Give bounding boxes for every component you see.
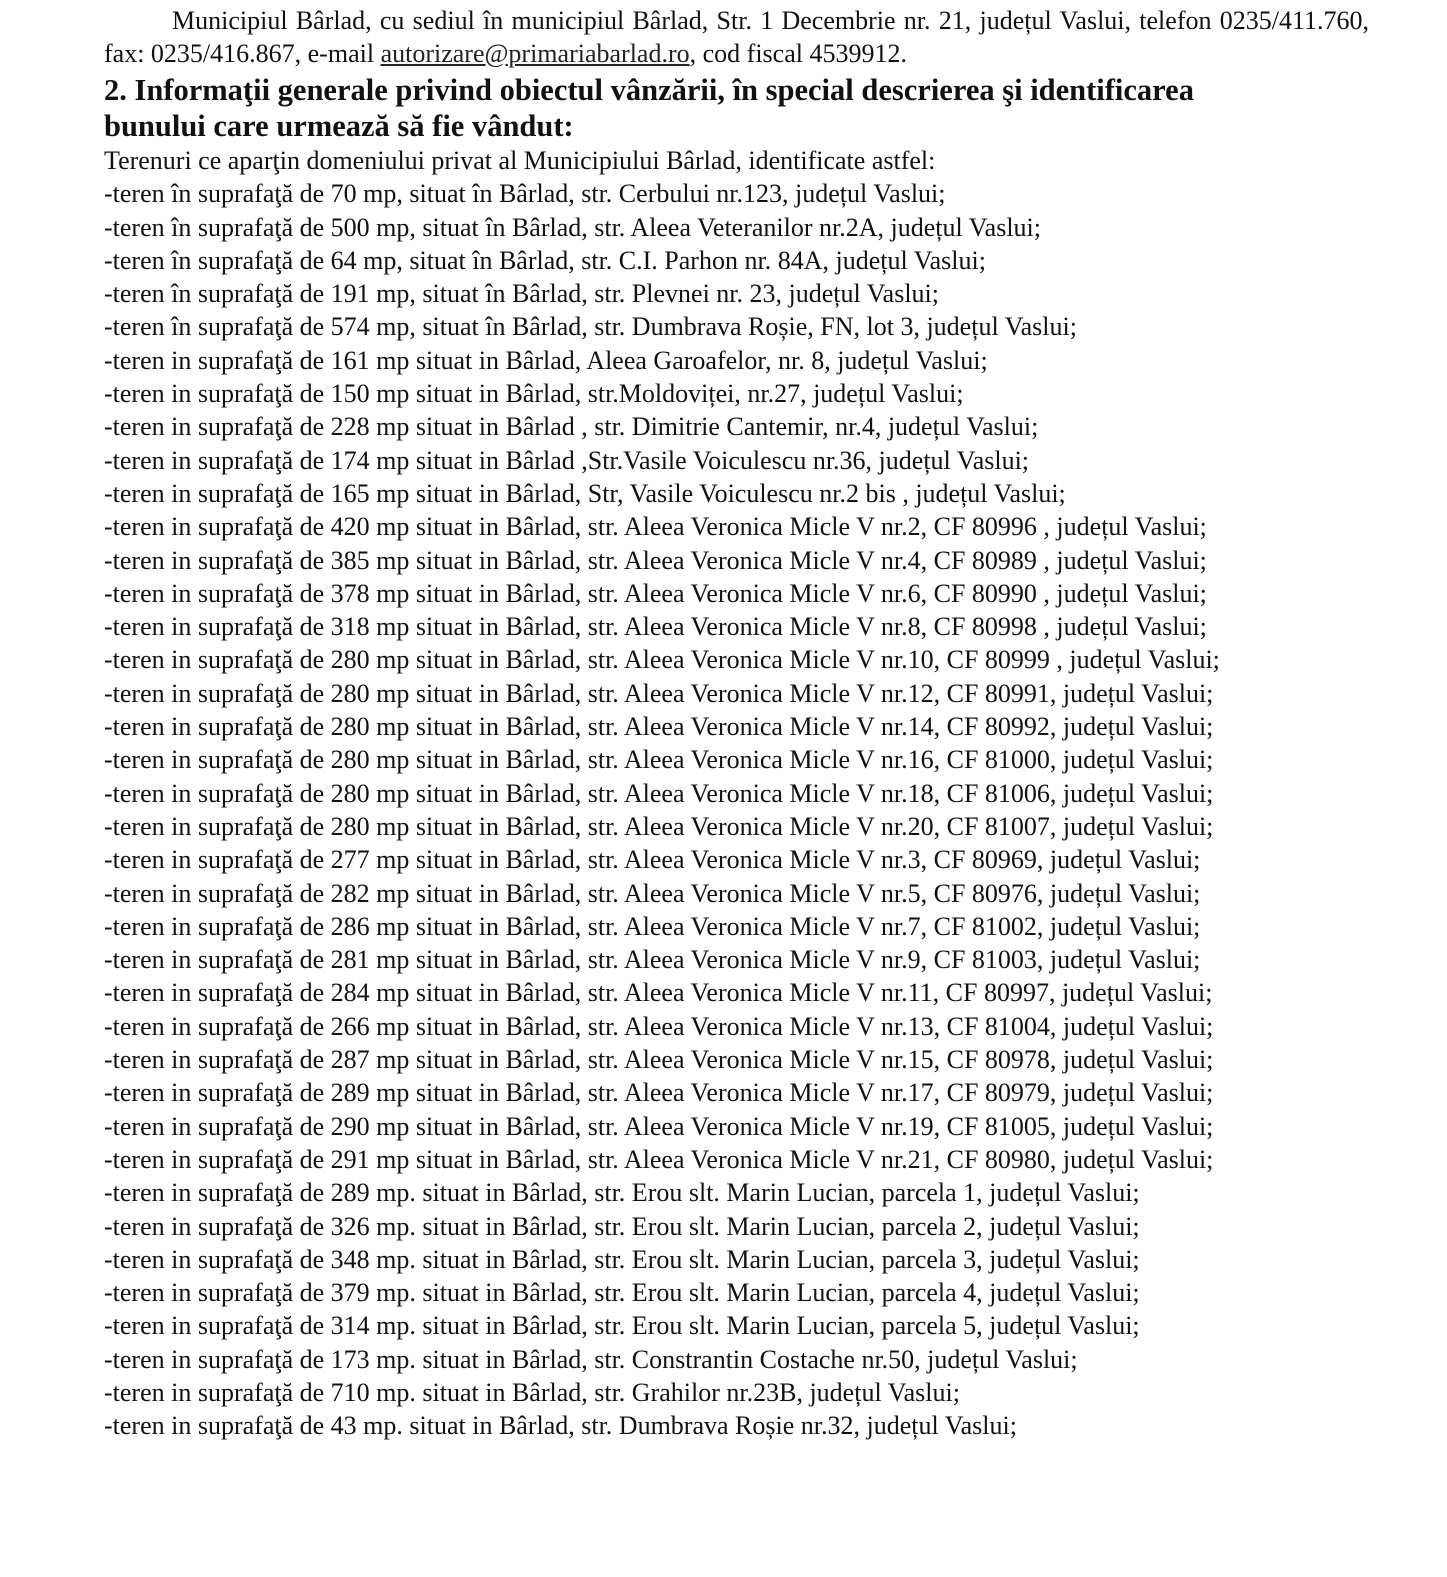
land-parcel-item: -teren in suprafaţă de 280 mp situat in Bârlad, str. Aleea Veronica Micle V nr.14, CF 80992, județul Vaslui; bbox=[104, 712, 1214, 742]
land-parcel-item: -teren in suprafaţă de 287 mp situat in Bârlad, str. Aleea Veronica Micle V nr.15, CF 80978, județul Vaslui; bbox=[104, 1045, 1214, 1075]
land-parcel-list bbox=[104, 177, 1369, 1442]
land-parcel-item: -teren in suprafaţă de 266 mp situat in Bârlad, str. Aleea Veronica Micle V nr.13, CF 81004, județul Vaslui; bbox=[104, 1011, 1214, 1041]
land-parcel-item: -teren in suprafaţă de 173 mp. situat in Bârlad, str. Constrantin Costache nr.50, județul Vaslui; bbox=[104, 1344, 1078, 1374]
land-parcel-item: -teren in suprafaţă de 710 mp. situat in Bârlad, str. Grahilor nr.23B, județul Vaslui; bbox=[104, 1377, 960, 1407]
intro-text-end: , cod fiscal 4539912. bbox=[689, 39, 907, 68]
land-parcel-item: -teren in suprafaţă de 291 mp situat in Bârlad, str. Aleea Veronica Micle V nr.21, CF 80980, județul Vaslui; bbox=[104, 1144, 1214, 1174]
land-parcel-item: -teren în suprafaţă de 70 mp, situat în Bârlad, str. Cerbului nr.123, județul Vaslui; bbox=[104, 179, 946, 209]
land-parcel-item: -teren in suprafaţă de 43 mp. situat in Bârlad, str. Dumbrava Roșie nr.32, județul Vaslui; bbox=[104, 1411, 1017, 1441]
section-lead: Terenuri ce aparţin domeniului privat al Municipiului Bârlad, identificate astfel: bbox=[104, 146, 936, 175]
land-parcel-item: -teren in suprafaţă de 174 mp situat in Bârlad ,Str.Vasile Voiculescu nr.36, județul Vaslui; bbox=[104, 445, 1030, 475]
land-parcel-item: -teren in suprafaţă de 286 mp situat in Bârlad, str. Aleea Veronica Micle V nr.7, CF 81002, județul Vaslui; bbox=[104, 911, 1201, 941]
document-page bbox=[104, 4, 1369, 1443]
land-parcel-item: -teren in suprafaţă de 281 mp situat in Bârlad, str. Aleea Veronica Micle V nr.9, CF 81003, județul Vaslui; bbox=[104, 945, 1201, 975]
land-parcel-item: -teren in suprafaţă de 165 mp situat in Bârlad, Str, Vasile Voiculescu nr.2 bis , județul Vaslui; bbox=[104, 478, 1066, 508]
intro-text-start: Municipiul Bârlad, cu sediul în municipiul Bârlad, Str. 1 Decembrie nr. 21, județul Vaslui, telefon 0235/411.760, fax: 0235/416.867, e-mail bbox=[104, 6, 1369, 68]
land-parcel-item: -teren in suprafaţă de 277 mp situat in Bârlad, str. Aleea Veronica Micle V nr.3, CF 80969, județul Vaslui; bbox=[104, 845, 1201, 875]
land-parcel-item: -teren in suprafaţă de 282 mp situat in Bârlad, str. Aleea Veronica Micle V nr.5, CF 80976, județul Vaslui; bbox=[104, 878, 1201, 908]
land-parcel-item: -teren in suprafaţă de 385 mp situat in Bârlad, str. Aleea Veronica Micle V nr.4, CF 80989 , județul Vaslui; bbox=[104, 545, 1207, 575]
land-parcel-item: -teren in suprafaţă de 161 mp situat in Bârlad, Aleea Garoafelor, nr. 8, județul Vaslui; bbox=[104, 345, 988, 375]
land-parcel-item: -teren in suprafaţă de 348 mp. situat in Bârlad, str. Erou slt. Marin Lucian, parcela 3, județul Vaslui; bbox=[104, 1244, 1140, 1274]
land-parcel-item: -teren in suprafaţă de 280 mp situat in Bârlad, str. Aleea Veronica Micle V nr.16, CF 81000, județul Vaslui; bbox=[104, 745, 1214, 775]
land-parcel-item: -teren in suprafaţă de 228 mp situat in Bârlad , str. Dimitrie Cantemir, nr.4, județul Vaslui; bbox=[104, 412, 1039, 442]
land-parcel-item: -teren in suprafaţă de 284 mp situat in Bârlad, str. Aleea Veronica Micle V nr.11, CF 80997, județul Vaslui; bbox=[104, 978, 1213, 1008]
land-parcel-item: -teren în suprafaţă de 191 mp, situat în Bârlad, str. Plevnei nr. 23, județul Vaslui; bbox=[104, 279, 939, 309]
land-parcel-item: -teren in suprafaţă de 318 mp situat in Bârlad, str. Aleea Veronica Micle V nr.8, CF 80998 , județul Vaslui; bbox=[104, 612, 1207, 642]
land-parcel-item: -teren in suprafaţă de 280 mp situat in Bârlad, str. Aleea Veronica Micle V nr.10, CF 80999 , județul Vaslui; bbox=[104, 645, 1220, 675]
land-parcel-item: -teren in suprafaţă de 280 mp situat in Bârlad, str. Aleea Veronica Micle V nr.20, CF 81007, județul Vaslui; bbox=[104, 811, 1214, 841]
land-parcel-item: -teren in suprafaţă de 280 mp situat in Bârlad, str. Aleea Veronica Micle V nr.12, CF 80991, județul Vaslui; bbox=[104, 678, 1214, 708]
land-parcel-item: -teren in suprafaţă de 314 mp. situat in Bârlad, str. Erou slt. Marin Lucian, parcela 5, județul Vaslui; bbox=[104, 1311, 1140, 1341]
land-parcel-item: -teren in suprafaţă de 289 mp situat in Bârlad, str. Aleea Veronica Micle V nr.17, CF 80979, județul Vaslui; bbox=[104, 1078, 1214, 1108]
land-parcel-item: -teren in suprafaţă de 420 mp situat in Bârlad, str. Aleea Veronica Micle V nr.2, CF 80996 , județul Vaslui; bbox=[104, 512, 1207, 542]
section-heading: 2. Informaţii generale privind obiectul vânzării, în special descrierea şi identificarea bunului care urmează să fie vândut: bbox=[104, 73, 1194, 143]
land-parcel-item: -teren in suprafaţă de 290 mp situat in Bârlad, str. Aleea Veronica Micle V nr.19, CF 81005, județul Vaslui; bbox=[104, 1111, 1214, 1141]
land-parcel-item: -teren in suprafaţă de 379 mp. situat in Bârlad, str. Erou slt. Marin Lucian, parcela 4, județul Vaslui; bbox=[104, 1278, 1140, 1308]
land-parcel-item: -teren in suprafaţă de 326 mp. situat in Bârlad, str. Erou slt. Marin Lucian, parcela 2, județul Vaslui; bbox=[104, 1211, 1140, 1241]
land-parcel-item: -teren în suprafaţă de 574 mp, situat în Bârlad, str. Dumbrava Roșie, FN, lot 3, județul Vaslui; bbox=[104, 312, 1077, 342]
land-parcel-item: -teren in suprafaţă de 150 mp situat in Bârlad, str.Moldoviței, nr.27, județul Vaslui; bbox=[104, 379, 964, 409]
intro-paragraph bbox=[104, 4, 1369, 70]
land-parcel-item: -teren in suprafaţă de 378 mp situat in Bârlad, str. Aleea Veronica Micle V nr.6, CF 80990 , județul Vaslui; bbox=[104, 578, 1207, 608]
land-parcel-item: -teren în suprafaţă de 64 mp, situat în Bârlad, str. C.I. Parhon nr. 84A, județul Vaslui; bbox=[104, 245, 986, 275]
email-link[interactable]: autorizare@primariabarlad.ro bbox=[380, 39, 690, 68]
land-parcel-item: -teren în suprafaţă de 500 mp, situat în Bârlad, str. Aleea Veteranilor nr.2A, județul Vaslui; bbox=[104, 212, 1041, 242]
land-parcel-item: -teren in suprafaţă de 289 mp. situat in Bârlad, str. Erou slt. Marin Lucian, parcela 1, județul Vaslui; bbox=[104, 1178, 1140, 1208]
land-parcel-item: -teren in suprafaţă de 280 mp situat in Bârlad, str. Aleea Veronica Micle V nr.18, CF 81006, județul Vaslui; bbox=[104, 778, 1214, 808]
